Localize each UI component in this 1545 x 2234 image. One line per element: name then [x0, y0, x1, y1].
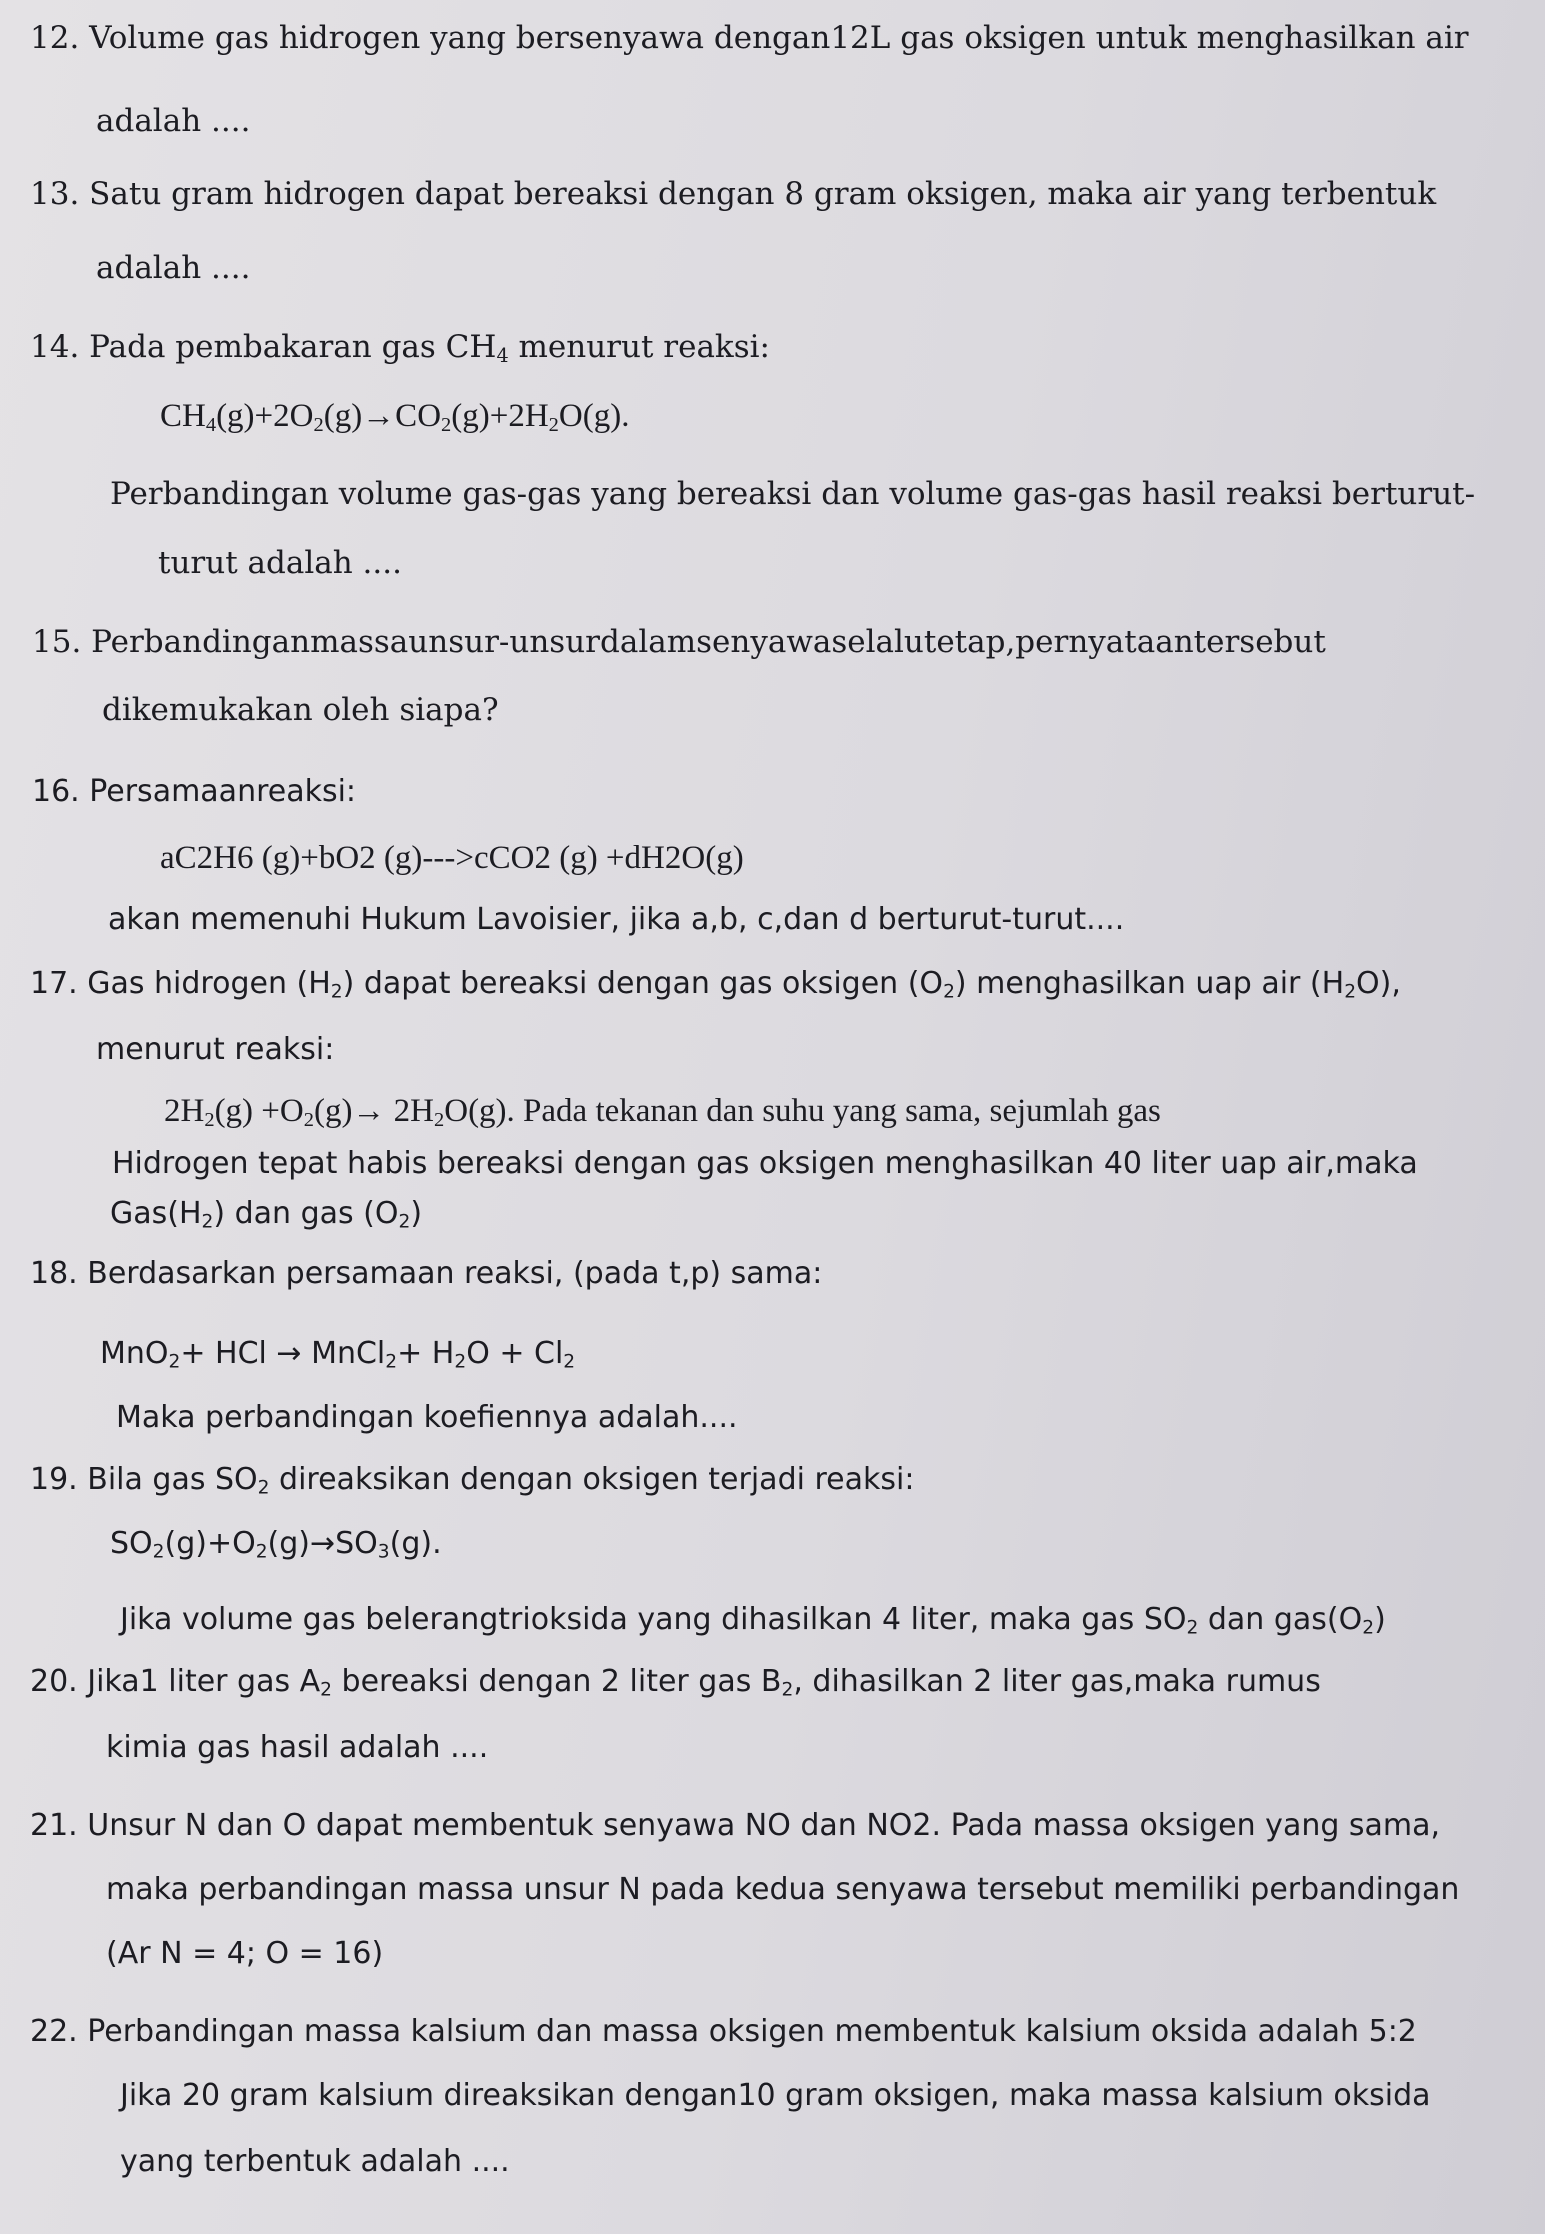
q22-line2: Jika 20 gram kalsium direaksikan dengan10 gram oksigen, maka massa kalsium oksida	[120, 2078, 1431, 2113]
q18-line3: Maka perbandingan koefiennya adalah....	[116, 1400, 738, 1435]
q19-line3: Jika volume gas belerangtrioksida yang dihasilkan 4 liter, maka gas $SO_2$ dan $gas(O_2)$	[120, 1602, 1386, 1639]
q14-line3: Perbandingan volume gas-gas yang bereaksi dan volume gas-gas hasil reaksi berturut-	[110, 476, 1476, 512]
q21-line3: (Ar N = 4; O = 16)	[106, 1936, 384, 1971]
q16-equation: aC2H6 (g)+bO2 (g)--->cCO2 (g) +dH2O(g)	[160, 840, 744, 876]
q14-line1: 14. Pada pembakaran gas $CH_4$ menurut reaksi:	[30, 329, 770, 367]
q16-line1: 16. Persamaanreaksi:	[32, 774, 357, 809]
q14-line4: turut adalah ....	[158, 545, 402, 581]
q17-line4: Hidrogen tepat habis bereaksi dengan gas oksigen menghasilkan 40 liter uap air,maka	[112, 1146, 1418, 1181]
q19-line1: 19. Bila gas $SO_2$ direaksikan dengan oksigen terjadi reaksi:	[30, 1462, 915, 1499]
q14-equation: $CH_4(g)+2O_2(g)\to CO_2(g)+2H_2O(g)$.	[160, 398, 630, 437]
q21-line1: 21. Unsur N dan O dapat membentuk senyawa NO dan NO2. Pada massa oksigen yang sama,	[30, 1808, 1441, 1843]
q21-line2: maka perbandingan massa unsur N pada kedua senyawa tersebut memiliki perbandingan	[106, 1872, 1460, 1907]
q17-line2: menurut reaksi:	[96, 1032, 335, 1067]
q17-line1: 17. Gas hidrogen $(H_2)$ dapat bereaksi dengan gas oksigen $(O_2)$ menghasilkan uap air $(H_2O)$,	[30, 966, 1401, 1003]
q20-line1: 20. Jika1 liter gas $A_2$ bereaksi dengan 2 liter gas $B_2$, dihasilkan 2 liter gas,maka rumus	[30, 1664, 1321, 1701]
q22-line1: 22. Perbandingan massa kalsium dan massa oksigen membentuk kalsium oksida adalah 5:2	[30, 2014, 1417, 2049]
q13-line1: 13. Satu gram hidrogen dapat bereaksi dengan 8 gram oksigen, maka air yang terbentuk	[30, 176, 1437, 212]
q15-line2: dikemukakan oleh siapa?	[102, 692, 499, 728]
q18-line1: 18. Berdasarkan persamaan reaksi, (pada t,p) sama:	[30, 1256, 823, 1291]
q17-line3: $2H_2(g) +O_2(g)\to 2H_2O(g)$. Pada tekanan dan suhu yang sama, sejumlah gas	[164, 1093, 1161, 1132]
q15-line1: 15. Perbandinganmassaunsur-unsurdalamsenyawaselalutetap,pernyataantersebut	[32, 624, 1326, 660]
q12-line1: 12. Volume gas hidrogen yang bersenyawa dengan12L gas oksigen untuk menghasilkan air	[30, 20, 1469, 56]
q18-equation: MnO$_2$+ HCl → MnCl$_2$+ $H_2O + Cl_2$	[100, 1336, 576, 1373]
q12-line2: adalah ....	[96, 103, 251, 139]
q17-line5: $Gas(H_2)$ dan gas $(O_2)$	[110, 1196, 423, 1233]
q13-line2: adalah ....	[96, 250, 251, 286]
q19-equation: $SO_2(g)+O_2(g)\to SO_3(g)$.	[110, 1526, 442, 1563]
q20-line2: kimia gas hasil adalah ....	[106, 1730, 489, 1765]
q22-line3: yang terbentuk adalah ....	[120, 2144, 510, 2179]
q16-line3: akan memenuhi Hukum Lavoisier, jika a,b, c,dan d berturut-turut....	[108, 902, 1125, 937]
